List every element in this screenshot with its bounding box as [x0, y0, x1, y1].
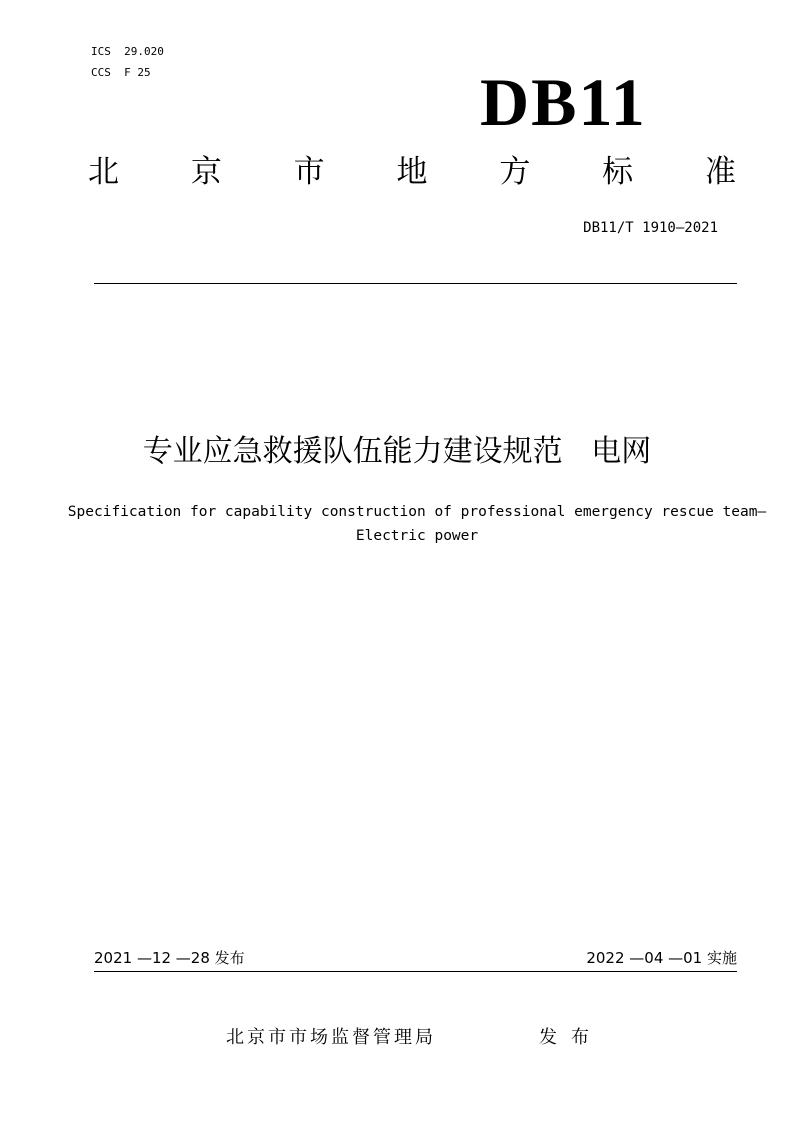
standard-type-char: 地: [396, 154, 428, 190]
date-row: [94, 946, 737, 970]
bottom-divider: [94, 971, 737, 972]
standard-type-char: 北: [88, 154, 119, 190]
standard-type-char: 京: [190, 154, 222, 190]
standard-number: DB11/T 1910—2021: [583, 220, 718, 236]
standard-type-char: 标: [602, 154, 634, 190]
standard-type-char: 准: [704, 154, 736, 190]
publisher-verb: 发布: [539, 1027, 603, 1048]
document-title-english: Specification for capability construction of professional emergency rescue team— Electric power: [67, 504, 767, 544]
ccs-code: CCS F 25: [91, 66, 151, 79]
implementation-date: 2022 —04 —01 实施: [586, 949, 737, 967]
top-divider: [94, 283, 737, 284]
standard-type-char: 方: [499, 154, 531, 190]
issue-date: 2021 —12 —28 发布: [94, 949, 245, 967]
document-title-chinese: 专业应急救援队伍能力建设规范 电网: [142, 434, 652, 469]
classification-codes: [91, 41, 164, 83]
standard-type-char: 市: [293, 154, 325, 190]
ics-code: ICS 29.020: [91, 45, 164, 58]
standard-type-heading: [88, 152, 736, 192]
db-logo: DB11: [480, 64, 647, 140]
publisher-name: 北京市市场监督管理局: [226, 1027, 436, 1048]
